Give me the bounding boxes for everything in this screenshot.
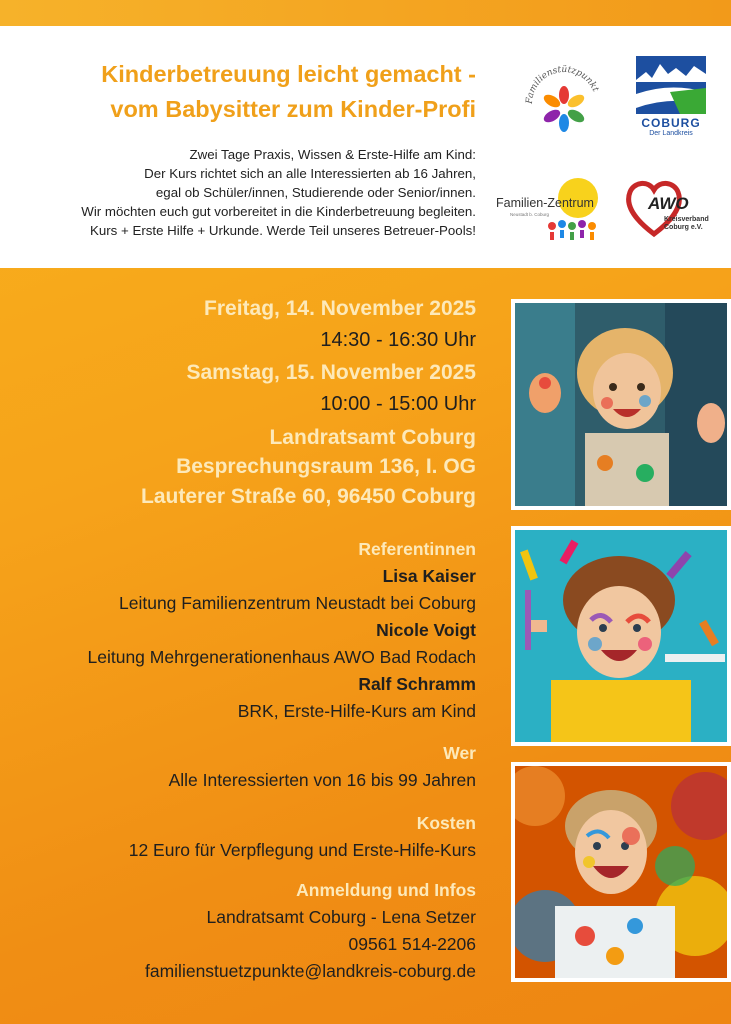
- speaker-name: Nicole Voigt: [376, 620, 476, 640]
- child-photo-2: [511, 526, 731, 746]
- who-heading: Wer: [443, 743, 476, 763]
- coburg-logo-text: COBURG: [641, 116, 701, 130]
- familienstuetzpunkt-logo: [518, 54, 610, 146]
- registration-phone: 09561 514-2206: [348, 934, 476, 954]
- familienzentrum-logo: [496, 176, 610, 244]
- coburg-logo-subtext: Der Landkreis: [649, 130, 693, 137]
- speaker-role: Leitung Familienzentrum Neustadt bei Coburg: [119, 593, 476, 613]
- awo-logo-subtext: [664, 216, 709, 232]
- fsp-logo-text: Familienstützpunkt: [524, 64, 601, 105]
- speaker-role: BRK, Erste-Hilfe-Kurs am Kind: [237, 701, 476, 721]
- intro-line: Zwei Tage Praxis, Wissen & Erste-Hilfe am Kind:: [189, 147, 476, 162]
- registration-contact: Landratsamt Coburg - Lena Setzer: [206, 907, 476, 927]
- child-photo-1: [511, 299, 731, 510]
- poster-title-line1: Kinderbetreuung leicht gemacht -: [101, 61, 476, 87]
- cost-heading: Kosten: [416, 813, 476, 833]
- speaker-name: Ralf Schramm: [358, 674, 476, 694]
- familienzentrum-logo-subtext: Neustadt b. Coburg: [510, 212, 550, 217]
- familienzentrum-logo-text: Familien-Zentrum: [496, 196, 594, 210]
- event-time2: 10:00 - 15:00 Uhr: [320, 393, 476, 415]
- awo-logo-text: AWO: [648, 194, 689, 213]
- speaker-name: Lisa Kaiser: [382, 566, 476, 586]
- poster-title-line2: vom Babysitter zum Kinder-Profi: [110, 96, 476, 122]
- event-time1: 14:30 - 16:30 Uhr: [320, 329, 476, 351]
- speaker-role: Leitung Mehrgenerationenhaus AWO Bad Rodach: [87, 647, 476, 667]
- registration-heading: Anmeldung und Infos: [296, 880, 476, 900]
- cost-text: 12 Euro für Verpflegung und Erste-Hilfe-Kurs: [128, 840, 476, 860]
- intro-line: Wir möchten euch gut vorbereitet in die Kinderbetreuung begleiten.: [81, 203, 476, 219]
- venue-line1: Landratsamt Coburg: [269, 426, 476, 449]
- intro-text: [81, 146, 476, 241]
- child-photo-3: [511, 762, 731, 982]
- intro-line: Kurs + Erste Hilfe + Urkunde. Werde Teil unseres Betreuer-Pools!: [89, 222, 476, 238]
- registration-email: familienstuetzpunkte@landkreis-coburg.de: [145, 961, 476, 981]
- speakers-heading: Referentinnen: [358, 539, 476, 559]
- intro-line: Der Kurs richtet sich an alle Interessierten ab 16 Jahren,: [144, 165, 476, 181]
- awo-sub-line: Coburg e.V.: [664, 224, 703, 231]
- landkreis-coburg-logo: [630, 52, 712, 142]
- awo-sub-line: Kreisverband: [664, 216, 709, 223]
- event-day1: Freitag, 14. November 2025: [204, 297, 476, 320]
- top-strip: [0, 0, 731, 26]
- intro-line: egal ob Schüler/innen, Studierende oder Senior/innen.: [155, 184, 476, 200]
- awo-logo: [624, 176, 718, 242]
- venue-line3: Lauterer Straße 60, 96450 Coburg: [141, 485, 476, 508]
- event-day2: Samstag, 15. November 2025: [186, 361, 476, 384]
- venue-line2: Besprechungsraum 136, I. OG: [176, 455, 476, 478]
- who-text: Alle Interessierten von 16 bis 99 Jahren: [168, 770, 476, 790]
